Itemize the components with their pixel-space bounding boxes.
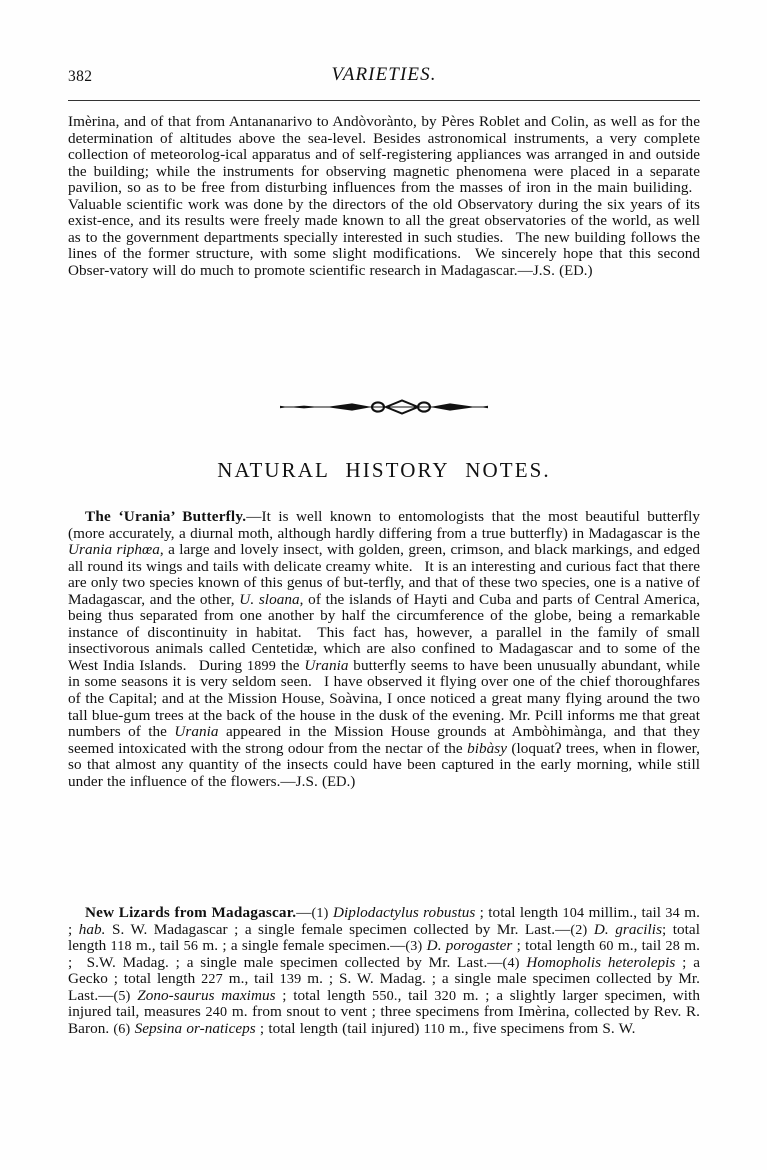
urania-genus-1: Urania xyxy=(304,656,349,674)
urania-text-6: appeared in the Mission House grounds at Ambòhimànga, and that they seemed intoxicated with the strong odour from the nectar of the xyxy=(68,723,700,757)
urania-paragraph xyxy=(68,509,700,790)
lizards-text-5: ; total length xyxy=(68,920,700,955)
running-head xyxy=(68,64,700,90)
header-rule xyxy=(68,100,700,101)
diamond-rule-ornament xyxy=(0,398,767,416)
lizards-text-18: ; total length (tail injured) xyxy=(255,1019,424,1037)
lizards-species-4: Homopholis heterolepis xyxy=(519,953,676,971)
lizards-text-19: m., five specimens from S. W. xyxy=(444,1019,636,1037)
lizards-item-1-number: (1) xyxy=(311,905,329,921)
urania-text-3: , of the islands of Hayti and Cuba and parts of Central America, being thus separated from one another by half the circumference of the globe, being a remarkable instance of discontinuity in habitat. This fact has, however, a parallel in the family of small insectivorous animals called Centetidæ, which are also confined to Madagascar and to some of the West India Islands. During xyxy=(68,590,700,674)
lizards-dash: — xyxy=(296,904,312,921)
lizards-species-6: Sepsina or-naticeps xyxy=(130,1019,256,1037)
lizards-item-6-number: (6) xyxy=(113,1020,131,1037)
lizards-text-7: m. ; a single female specimen.— xyxy=(198,937,406,955)
urania-text-8: ) xyxy=(350,772,356,790)
lizards-text-16: m. ; a slightly larger specimen, with injured tail, measures xyxy=(68,986,700,1021)
lizards-text-17: m. from snout to vent ; three specimens from Imèrina, collected by Rev. R. Baron. xyxy=(68,1003,700,1037)
lizards-paragraph xyxy=(68,905,700,1037)
lizards-species-5: Zono-saurus maximus xyxy=(130,986,276,1004)
lizards-item-5-number: (5) xyxy=(113,987,131,1004)
urania-dash: — xyxy=(246,508,262,525)
lizards-length-1: 104 xyxy=(562,905,585,921)
lizards-length-2: 118 xyxy=(110,938,132,955)
observatory-text-1: Imèrina, and of that from Antananarivo to Andòvorànto, by Pères Roblet and Colin, as well as for the determination of altitudes above the sea-level. Besides astronomical instruments, a very complete collection of meteorolog-ical apparatus and of self-registering appliances was arranged in and outside the building; while the instruments for observing magnetic phenomena were placed in a separate pavilion, so as to be free from disturbing influences from the masses of iron in the main builiding. Valuable scientific work was done by the directors of the old Observatory during the six years of its exist-ence, and its results were freely made known to all the great observatories of the world, as well as to the government departments specially interested in such studies. The new building follows the lines of the former structure, with some slight modifications. We sincerely hope that this second Obser-vatory will do much to promote scientific research in Madagascar.—J.S. ( xyxy=(68,113,700,279)
lizards-tail-3: 28 xyxy=(665,938,681,955)
urania-text-2: , a large and lovely insect, with golden, green, crimson, and black markings, and edged all round its wings and tails with delicate creamy white. It is an interesting and curious fact that there are only two species known of this genus of but-terfly, and that of these two species, one is a native of Madagascar, and the other, xyxy=(68,541,700,608)
urania-genus-2: Urania xyxy=(174,723,219,741)
urania-runin-heading: The ‘Urania’ Butterfly. xyxy=(85,508,247,525)
lizards-species-3: D. porogaster xyxy=(422,937,513,955)
lizards-text-10: m. ; S.W. Madag. ; a single male specimen collected by Mr. Last.— xyxy=(68,937,700,971)
urania-text-1: It is well known to entomologists that the most beautiful butterfly (more accurately, a diurnal moth, although hardly differing from a true butterfly) in Madagascar is the xyxy=(68,508,700,542)
urania-text-5: butterfly seems to have been unusually abundant, while in some seasons it is very seldom seen. I have observed it flying over one of the chief thoroughfares of the Capital; and at the Mission House, Soàvina, I once noticed a great many flying around the two tall blue-gum trees at the back of the house in the dusk of the evening. Mr. Pcill informs me that great numbers of the xyxy=(68,656,700,741)
urania-species-name: Urania riphœa xyxy=(68,541,160,559)
article-new-lizards xyxy=(68,905,700,1037)
lizards-text-12: m., tail xyxy=(222,970,280,988)
lizards-species-2: D. gracilis xyxy=(587,920,663,938)
urania-text-7: (loquatʔ trees, when in flower, so that almost any quantity of the insects could have been captured in the early morning, while still under the influence of the flowers.—J.S. ( xyxy=(68,739,700,790)
lizards-text-3: m. ; xyxy=(68,904,701,938)
article-urania-butterfly xyxy=(68,509,700,790)
lizards-snout-vent-5: 240 xyxy=(205,1004,228,1021)
section-heading: NATURAL HISTORY NOTES. xyxy=(217,458,551,482)
lizards-length-4: 227 xyxy=(201,971,223,988)
lizards-length-3: 60 xyxy=(599,938,614,955)
page-number: 382 xyxy=(68,68,93,85)
lizards-runin-heading: New Lizards from Madagascar. xyxy=(85,904,297,921)
lizards-species-1: Diplodactylus robustus xyxy=(332,904,476,921)
lizards-tail-4: 139 xyxy=(279,971,302,988)
article-observatory xyxy=(68,114,700,279)
observatory-paragraph xyxy=(68,114,700,279)
lizards-hab-label: hab. xyxy=(78,920,106,938)
observatory-signature: ED. xyxy=(564,262,588,279)
lizards-text-14: ; total length xyxy=(275,986,373,1004)
lizards-item-3-number: (3) xyxy=(405,938,423,955)
urania-signature: ED. xyxy=(327,773,351,790)
urania-species-sloana: U. sloana xyxy=(239,590,300,608)
observatory-text-2: ) xyxy=(587,261,593,279)
lizards-tail-2: 56 xyxy=(183,938,199,955)
lizards-text-15: , tail xyxy=(397,986,435,1004)
lizards-text-4: S. W. Madagascar ; a single female specimen collected by Mr. Last.— xyxy=(105,920,571,938)
lizards-text-2: millim., tail xyxy=(584,904,666,921)
urania-text-4: the xyxy=(276,656,305,674)
urania-bibasy: bibàsy xyxy=(467,739,508,757)
lizards-text-13: m. ; S. W. Madag. ; a single male specimen collected by Mr. Last.— xyxy=(68,970,701,1004)
lizards-length-5: 550. xyxy=(372,987,398,1004)
lizards-text-8: ; total length xyxy=(512,937,600,955)
lizards-length-6: 110 xyxy=(423,1020,445,1037)
lizards-tail-1: 34 xyxy=(665,905,680,921)
urania-year: 1899 xyxy=(246,657,277,674)
lizards-text-1: ; total length xyxy=(475,904,563,921)
lizards-tail-5: 320 xyxy=(434,987,457,1004)
lizards-text-6: m., tail xyxy=(131,937,184,955)
running-title: VARIETIES. xyxy=(331,64,437,85)
lizards-item-2-number: (2) xyxy=(570,921,588,938)
lizards-text-11: ; a Gecko ; total length xyxy=(68,953,700,988)
lizards-text-9: m., tail xyxy=(613,937,666,955)
lizards-item-4-number: (4) xyxy=(502,954,520,971)
